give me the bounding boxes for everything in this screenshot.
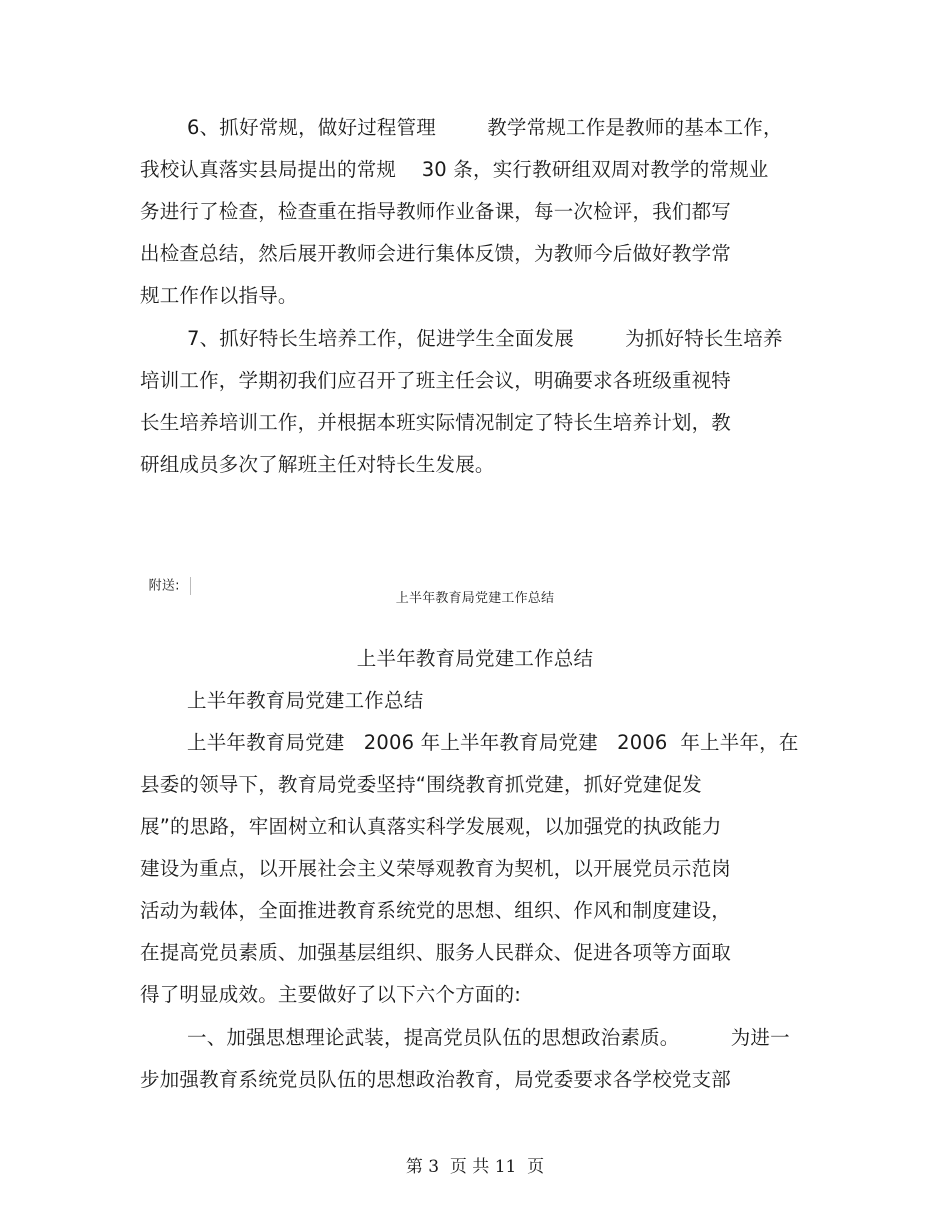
text-line: 务进行了检查，检查重在指导教师作业备课，每一次检评，我们都写 bbox=[140, 200, 732, 223]
text-line: 6、抓好常规，做好过程管理 教学常规工作是教师的基本工作， bbox=[187, 116, 783, 139]
text-line: 上半年教育局党建 2006 年上半年教育局党建 2006 年上半年，在 bbox=[187, 731, 799, 754]
text-line: 步加强教育系统党员队伍的思想政治教育，局党委要求各学校党支部 bbox=[140, 1068, 732, 1091]
main-title: 上半年教育局党建工作总结 bbox=[356, 647, 594, 670]
text-line: 培训工作，学期初我们应召开了班主任会议，明确要求各班级重视特 bbox=[140, 369, 732, 392]
text-line: 我校认真落实县局提出的常规 30 条，实行教研组双周对教学的常规业 bbox=[140, 158, 769, 181]
small-title: 上半年教育局党建工作总结 bbox=[395, 591, 555, 606]
page-footer: 第 3 页 共 11 页 bbox=[405, 1157, 545, 1177]
text-line: 长生培养培训工作，并根据本班实际情况制定了特长生培养计划，教 bbox=[140, 411, 732, 434]
sub-title: 上半年教育局党建工作总结 bbox=[187, 689, 424, 712]
attachment-label bbox=[140, 561, 191, 595]
text-line: 活动为载体，全面推进教育系统党的思想、组织、作风和制度建设， bbox=[140, 899, 732, 922]
text-line: 7、抓好特长生培养工作，促进学生全面发展 为抓好特长生培养 bbox=[187, 327, 783, 350]
text-line: 展”的思路，牢固树立和认真落实科学发展观，以加强党的执政能力 bbox=[140, 815, 722, 838]
text-line: 得了明显成效。主要做好了以下六个方面的: bbox=[140, 983, 522, 1006]
text-line: 研组成员多次了解班主任对特长生发展。 bbox=[140, 453, 495, 476]
text-line: 建设为重点，以开展社会主义荣辱观教育为契机，以开展党员示范岗 bbox=[140, 857, 732, 880]
text-line: 出检查总结，然后展开教师会进行集体反馈，为教师今后做好教学常 bbox=[140, 242, 732, 265]
text-line: 县委的领导下，教育局党委坚持“围绕教育抓党建，抓好党建促发 bbox=[140, 773, 702, 796]
text-line: 规工作作以指导。 bbox=[140, 284, 298, 307]
text-line: 一、加强思想理论武装，提高党员队伍的思想政治素质。 为进一 bbox=[187, 1026, 790, 1049]
text-line: 在提高党员素质、加强基层组织、服务人民群众、促进各项等方面取 bbox=[140, 941, 732, 964]
attachment-label-text: 附送: bbox=[148, 578, 180, 594]
